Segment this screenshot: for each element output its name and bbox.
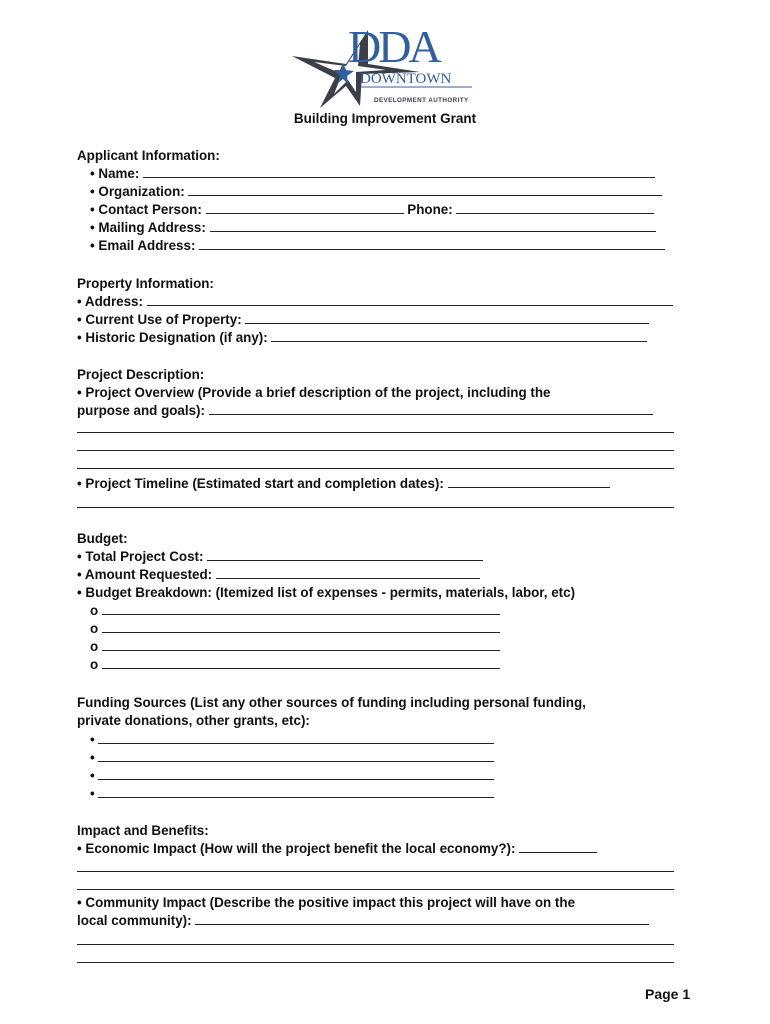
address-label: • Address: (77, 294, 143, 309)
overview-line-4-field[interactable] (77, 468, 674, 469)
current-use-field[interactable] (245, 312, 649, 324)
funding-item-field[interactable] (98, 786, 494, 798)
bullet: • (90, 750, 95, 765)
overview-line-2-field[interactable] (77, 432, 674, 433)
sub-bullet: o (90, 603, 99, 618)
economic-line-2-field[interactable] (77, 871, 674, 872)
sub-bullet: o (90, 639, 99, 654)
timeline-label: • Project Timeline (Estimated start and completion dates): (77, 476, 444, 491)
community-impact-row (77, 912, 649, 930)
current-use-label: • Current Use of Property: (77, 312, 242, 327)
bullet: • (90, 732, 95, 747)
overview-label: purpose and goals): (77, 403, 205, 418)
email-field[interactable] (199, 238, 665, 250)
name-field[interactable] (143, 166, 655, 178)
budget-breakdown-label: • Budget Breakdown: (Itemized list of expenses - permits, materials, labor, etc) (77, 585, 576, 600)
community-impact-label: local community): (77, 913, 192, 928)
phone-field[interactable] (456, 202, 654, 214)
breakdown-item (90, 620, 500, 638)
total-cost-field[interactable] (207, 549, 483, 561)
historic-row (77, 329, 647, 347)
logo-authority-text: DEVELOPMENT AUTHORITY (374, 97, 469, 104)
contact-row (90, 201, 654, 219)
current-use-row (77, 311, 649, 329)
address-row (77, 293, 673, 311)
amount-requested-label: • Amount Requested: (77, 567, 213, 582)
phone-label: Phone: (407, 202, 453, 217)
timeline-field[interactable] (448, 476, 610, 488)
contact-label: • Contact Person: (90, 202, 202, 217)
email-label: • Email Address: (90, 238, 196, 253)
community-line-2-field[interactable] (77, 944, 674, 945)
sub-bullet: o (90, 657, 99, 672)
name-row (90, 165, 655, 183)
breakdown-item-field[interactable] (102, 639, 500, 651)
breakdown-item-field[interactable] (102, 657, 500, 669)
contact-field[interactable] (206, 202, 404, 214)
funding-item-field[interactable] (98, 750, 494, 762)
project-heading: Project Description: (77, 367, 205, 382)
funding-item (90, 731, 494, 749)
economic-impact-row (77, 840, 597, 858)
breakdown-item (90, 638, 500, 656)
funding-heading-line-1: Funding Sources (List any other sources of funding including personal funding, (77, 695, 586, 710)
mailing-row (90, 219, 656, 237)
sub-bullet: o (90, 621, 99, 636)
community-line-3-field[interactable] (77, 962, 674, 963)
organization-field[interactable] (188, 184, 662, 196)
overview-row (77, 402, 653, 420)
breakdown-item (90, 656, 500, 674)
timeline-row (77, 475, 610, 493)
applicant-heading: Applicant Information: (77, 148, 220, 163)
community-impact-line-1: • Community Impact (Describe the positive impact this project will have on the (77, 895, 576, 910)
timeline-line-2-field[interactable] (77, 507, 674, 508)
form-title: Building Improvement Grant (293, 111, 477, 126)
funding-item (90, 767, 494, 785)
email-row (90, 237, 665, 255)
mailing-label: • Mailing Address: (90, 220, 206, 235)
logo-downtown-text: DOWNTOWN (360, 71, 452, 87)
breakdown-item-field[interactable] (102, 603, 500, 615)
community-impact-field[interactable] (195, 913, 649, 925)
mailing-field[interactable] (210, 220, 656, 232)
economic-impact-label: • Economic Impact (How will the project benefit the local economy?): (77, 841, 516, 856)
breakdown-item (90, 602, 500, 620)
page-number: Page 1 (645, 986, 691, 1002)
amount-requested-row (77, 566, 480, 584)
historic-field[interactable] (271, 330, 647, 342)
overview-field[interactable] (209, 403, 653, 415)
address-field[interactable] (147, 294, 673, 306)
property-heading: Property Information: (77, 276, 214, 291)
dda-logo (290, 18, 480, 110)
overview-line-1: • Project Overview (Provide a brief description of the project, including the (77, 385, 551, 400)
impact-heading: Impact and Benefits: (77, 823, 209, 838)
logo-dda-text: DDA (348, 21, 439, 72)
overview-line-3-field[interactable] (77, 450, 674, 451)
organization-row (90, 183, 662, 201)
bullet: • (90, 768, 95, 783)
funding-heading-line-2: private donations, other grants, etc): (77, 713, 310, 728)
economic-impact-field[interactable] (519, 841, 597, 853)
organization-label: • Organization: (90, 184, 185, 199)
bullet: • (90, 786, 95, 801)
total-cost-label: • Total Project Cost: (77, 549, 204, 564)
budget-heading: Budget: (77, 531, 128, 546)
funding-item (90, 749, 494, 767)
funding-item (90, 785, 494, 803)
breakdown-item-field[interactable] (102, 621, 500, 633)
economic-line-3-field[interactable] (77, 889, 674, 890)
historic-label: • Historic Designation (if any): (77, 330, 268, 345)
total-cost-row (77, 548, 483, 566)
name-label: • Name: (90, 166, 140, 181)
funding-item-field[interactable] (98, 768, 494, 780)
funding-item-field[interactable] (98, 732, 494, 744)
amount-requested-field[interactable] (216, 567, 480, 579)
